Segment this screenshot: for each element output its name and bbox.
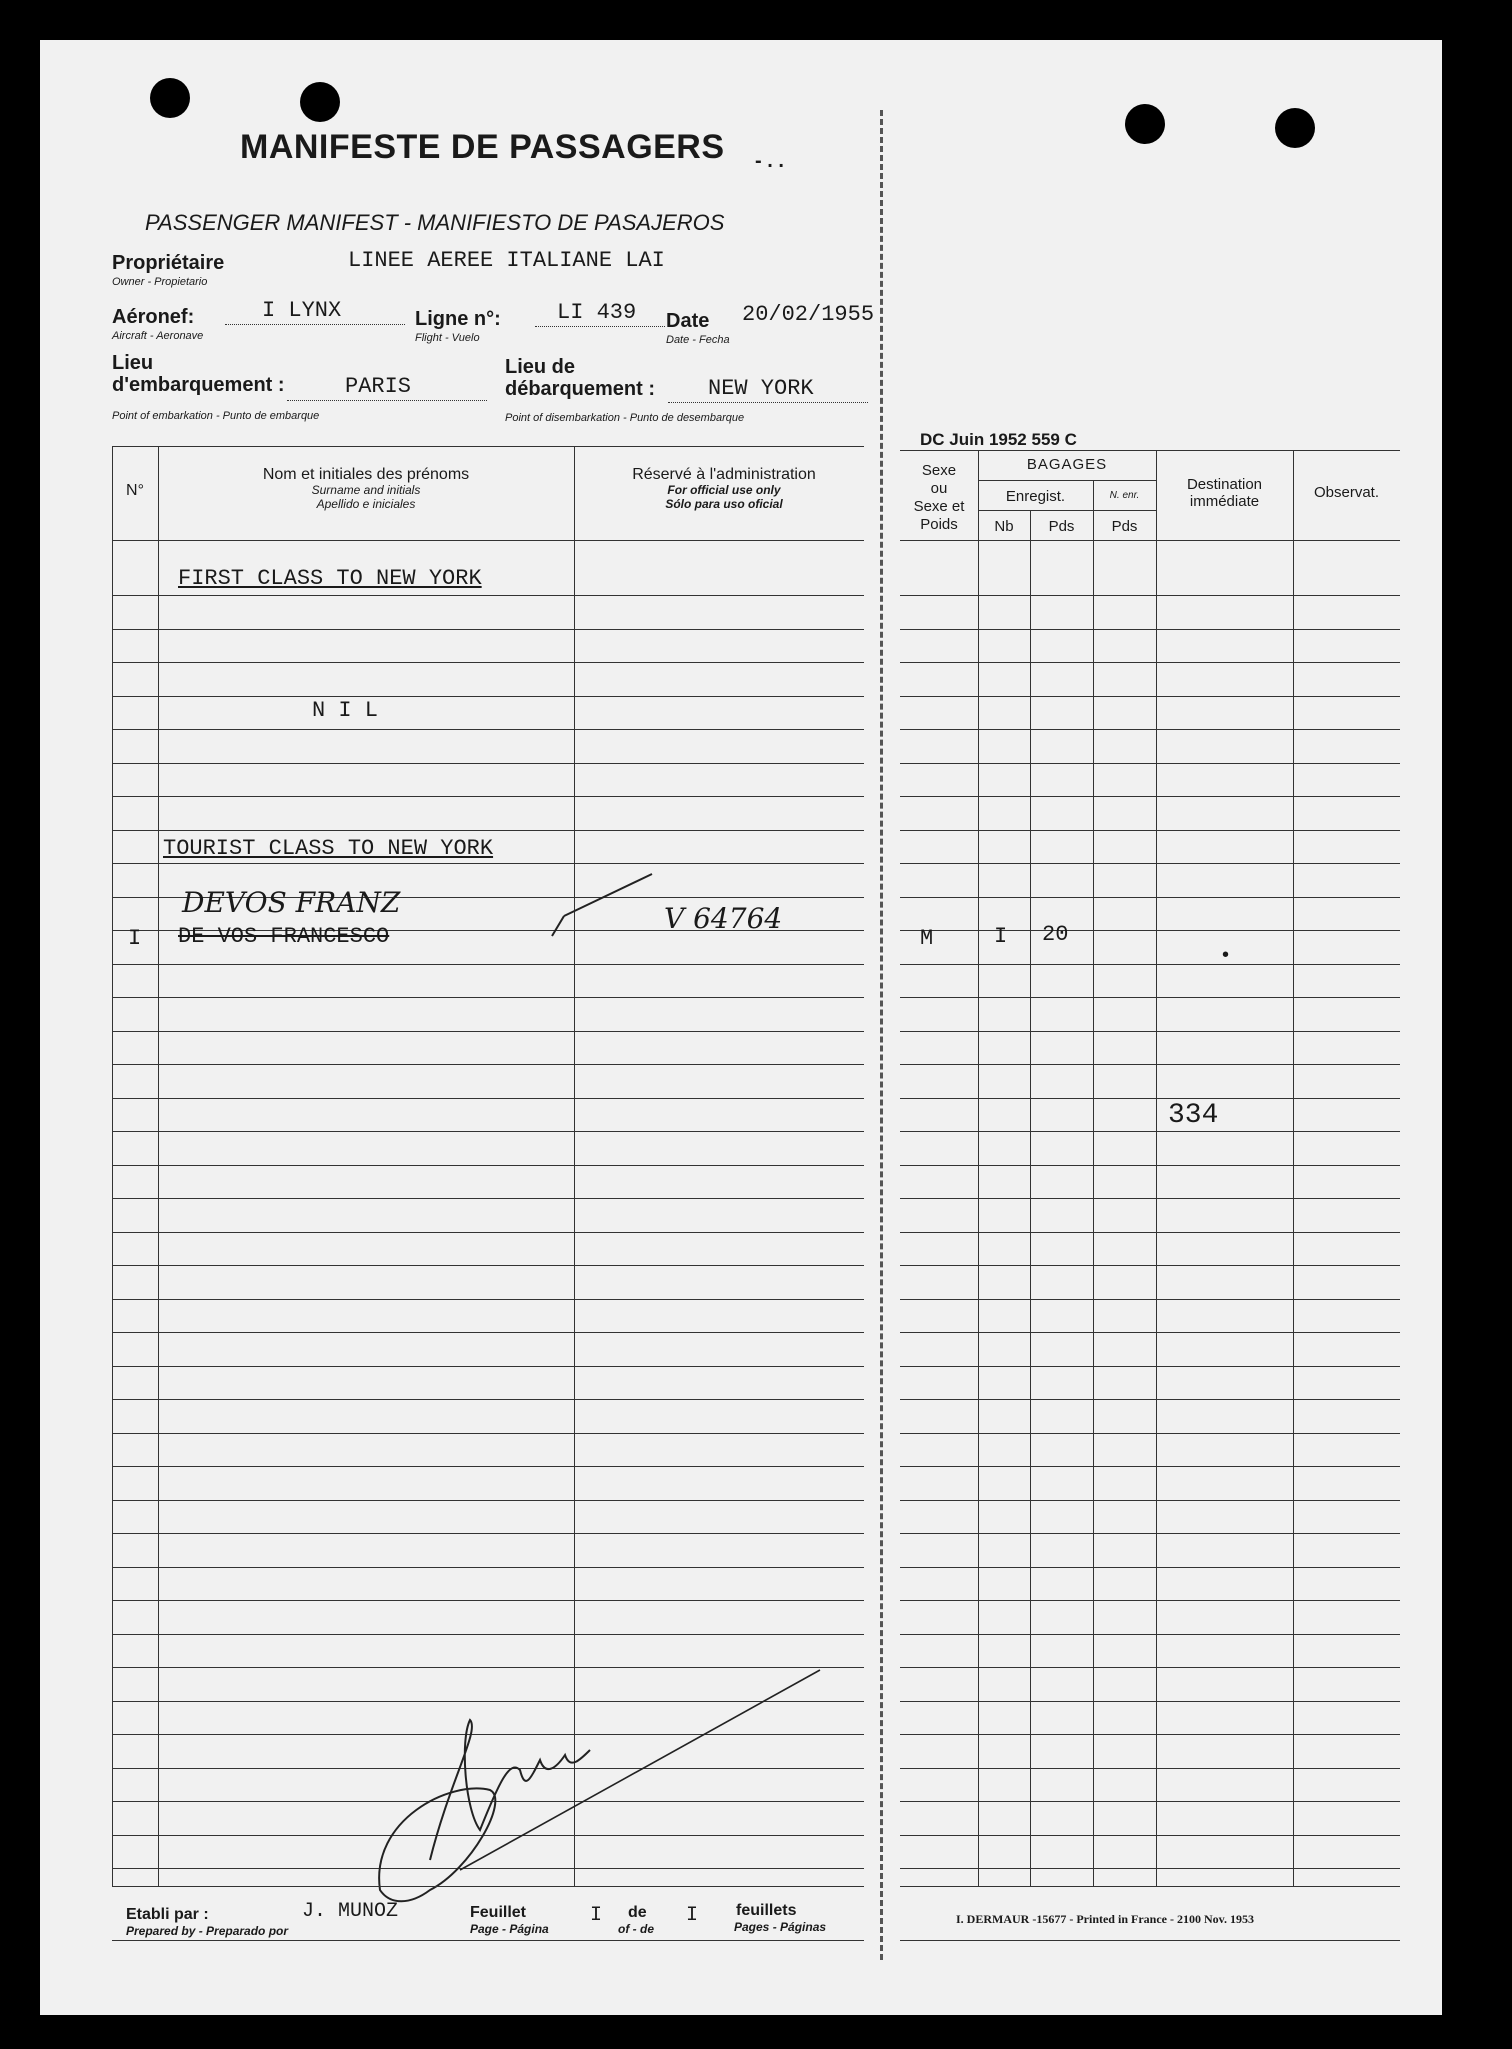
- row-line: [112, 997, 864, 998]
- row-line: [900, 1533, 1400, 1534]
- col-pds: Pds: [1048, 518, 1075, 535]
- flight-value: LI 439: [557, 300, 637, 325]
- row-line: [112, 729, 864, 730]
- row-line: [112, 1399, 864, 1400]
- row-line: [112, 696, 864, 697]
- col-sex: Sexe ou Sexe et Poids: [913, 462, 965, 533]
- row-line: [112, 629, 864, 630]
- col-destination: Destination immédiate: [1186, 476, 1263, 511]
- row-line: [900, 964, 1400, 965]
- row-line: [900, 1098, 1400, 1099]
- feuillets-sub: Pages - Páginas: [734, 1920, 827, 1934]
- aircraft-value: I LYNX: [262, 298, 342, 323]
- stamp-number: 334: [1168, 1100, 1219, 1131]
- row-line: [900, 1466, 1400, 1467]
- row-line: [112, 1533, 864, 1534]
- row-line: [112, 1098, 864, 1099]
- col-observat: Observat.: [1313, 484, 1380, 501]
- col-name: Nom et initiales des prénoms Surname and initials Apellido e iniciales: [262, 466, 470, 512]
- row-line: [900, 1801, 1400, 1802]
- row-line: [112, 1567, 864, 1568]
- date-value: 20/02/1955: [742, 302, 875, 327]
- row-line: [112, 763, 864, 764]
- row-line: [900, 763, 1400, 764]
- col-nb: Nb: [994, 518, 1014, 535]
- perforation-line: [880, 110, 891, 1960]
- row-line: [900, 1299, 1400, 1300]
- etabli-sub: Prepared by - Preparado por: [126, 1924, 289, 1938]
- row-line: [900, 863, 1400, 864]
- first-class-heading: FIRST CLASS TO NEW YORK: [178, 566, 482, 591]
- row-line: [112, 796, 864, 797]
- date-sub: Date - Fecha: [666, 334, 730, 346]
- form-code: DC Juin 1952 559 C: [920, 430, 1077, 449]
- row-line: [900, 1500, 1400, 1501]
- row-line: [900, 1701, 1400, 1702]
- row-line: [900, 1265, 1400, 1266]
- passenger-sex: M: [920, 926, 934, 951]
- embark-value: PARIS: [345, 374, 412, 399]
- page-number: I: [590, 1904, 603, 1927]
- row-line: [112, 1433, 864, 1434]
- row-line: [112, 1332, 864, 1333]
- etabli-label: Etabli par :: [126, 1906, 209, 1923]
- col-bagages: BAGAGES: [1026, 456, 1108, 473]
- row-line: [900, 997, 1400, 998]
- row-line: [900, 1667, 1400, 1668]
- col-enregist: Enregist.: [1005, 488, 1066, 505]
- row-line: [112, 1198, 864, 1199]
- row-line: [900, 1064, 1400, 1065]
- row-line: [112, 1165, 864, 1166]
- row-line: [900, 1198, 1400, 1199]
- row-line: [900, 830, 1400, 831]
- row-line: [112, 1064, 864, 1065]
- row-line: [112, 1131, 864, 1132]
- row-line: [900, 1600, 1400, 1601]
- row-line: [112, 1031, 864, 1032]
- disembark-value: NEW YORK: [708, 376, 814, 401]
- nil-entry: N I L: [312, 698, 379, 723]
- row-line: [900, 1835, 1400, 1836]
- row-line: [900, 1734, 1400, 1735]
- bag-count: I: [994, 924, 1008, 949]
- row-line: [900, 629, 1400, 630]
- row-line: [900, 1332, 1400, 1333]
- row-line: [900, 796, 1400, 797]
- passenger-name-typed: DE VOS FRANCESCO: [178, 924, 390, 949]
- aircraft-sub: Aircraft - Aeronave: [112, 330, 204, 342]
- top-mark: - . .: [755, 150, 784, 172]
- row-line: [112, 863, 864, 864]
- row-line: [112, 1500, 864, 1501]
- page-subtitle: PASSENGER MANIFEST - MANIFIESTO DE PASAJEROS: [145, 210, 725, 235]
- row-line: [900, 729, 1400, 730]
- col-pds-non-enr: Pds: [1111, 518, 1138, 535]
- tourist-class-heading: TOURIST CLASS TO NEW YORK: [163, 836, 494, 861]
- col-admin: Réservé à l'administration For official use only Sólo para uso oficial: [632, 466, 816, 512]
- row-line: [112, 1299, 864, 1300]
- row-line: [112, 1265, 864, 1266]
- feuillets-label: feuillets: [736, 1902, 797, 1919]
- date-label: Date: [666, 310, 710, 332]
- row-line: [900, 1399, 1400, 1400]
- punch-hole: [1275, 108, 1315, 148]
- row-line: [900, 696, 1400, 697]
- punch-hole: [1125, 104, 1165, 144]
- row-line: [112, 964, 864, 965]
- row-line: [900, 1232, 1400, 1233]
- aircraft-label: Aéronef:: [112, 306, 195, 328]
- de-label: de: [628, 1904, 647, 1921]
- signature: [370, 1660, 830, 1930]
- etabli-value: J. MUNOZ: [302, 1900, 399, 1923]
- row-line: [900, 1031, 1400, 1032]
- flight-sub: Flight - Vuelo: [415, 332, 480, 344]
- disembark-label: Lieu de débarquement :: [505, 356, 656, 400]
- row-line: [900, 595, 1400, 596]
- row-line: [112, 830, 864, 831]
- row-line: [112, 1366, 864, 1367]
- page-title: MANIFESTE DE PASSAGERS: [240, 128, 725, 166]
- page-total: I: [686, 1904, 699, 1927]
- row-line: [900, 1131, 1400, 1132]
- passenger-name-handwritten: DEVOS FRANZ: [182, 886, 401, 919]
- punch-hole: [300, 82, 340, 122]
- row-line: [900, 930, 1400, 931]
- row-line: [900, 1634, 1400, 1635]
- row-line: [900, 1868, 1400, 1869]
- passenger-number: I: [128, 926, 142, 951]
- embark-label: Lieu d'embarquement :: [112, 352, 285, 396]
- row-line: [900, 1366, 1400, 1367]
- punch-hole: [150, 78, 190, 118]
- row-line: [900, 1567, 1400, 1568]
- row-line: [112, 662, 864, 663]
- de-sub: of - de: [618, 1922, 654, 1936]
- feuillet-sub: Page - Página: [470, 1922, 549, 1936]
- check-mark: [548, 870, 658, 942]
- row-line: [112, 1600, 864, 1601]
- admin-handwritten: V 64764: [664, 902, 783, 935]
- owner-label: Propriétaire: [112, 252, 225, 274]
- destination-mark: •: [1222, 944, 1230, 966]
- owner-sub: Owner - Propietario: [112, 276, 208, 288]
- row-line: [112, 595, 864, 596]
- disembark-sub: Point of disembarkation - Punto de desembarque: [505, 412, 745, 424]
- bag-weight: 20: [1042, 922, 1069, 947]
- col-no: N°: [126, 482, 144, 499]
- printer-imprint: I. DERMAUR -15677 - Printed in France - 2100 Nov. 1953: [956, 1912, 1254, 1926]
- embark-sub: Point of embarkation - Punto de embarque: [112, 410, 320, 422]
- owner-value: LINEE AEREE ITALIANE LAI: [348, 248, 665, 273]
- flight-label: Ligne n°:: [415, 308, 501, 330]
- row-line: [900, 897, 1400, 898]
- feuillet-label: Feuillet: [470, 1904, 527, 1921]
- row-line: [112, 1634, 864, 1635]
- row-line: [900, 1433, 1400, 1434]
- col-non-enr: N. enr.: [1109, 490, 1140, 501]
- row-line: [900, 1165, 1400, 1166]
- row-line: [900, 662, 1400, 663]
- row-line: [900, 1768, 1400, 1769]
- row-line: [112, 1466, 864, 1467]
- row-line: [112, 1232, 864, 1233]
